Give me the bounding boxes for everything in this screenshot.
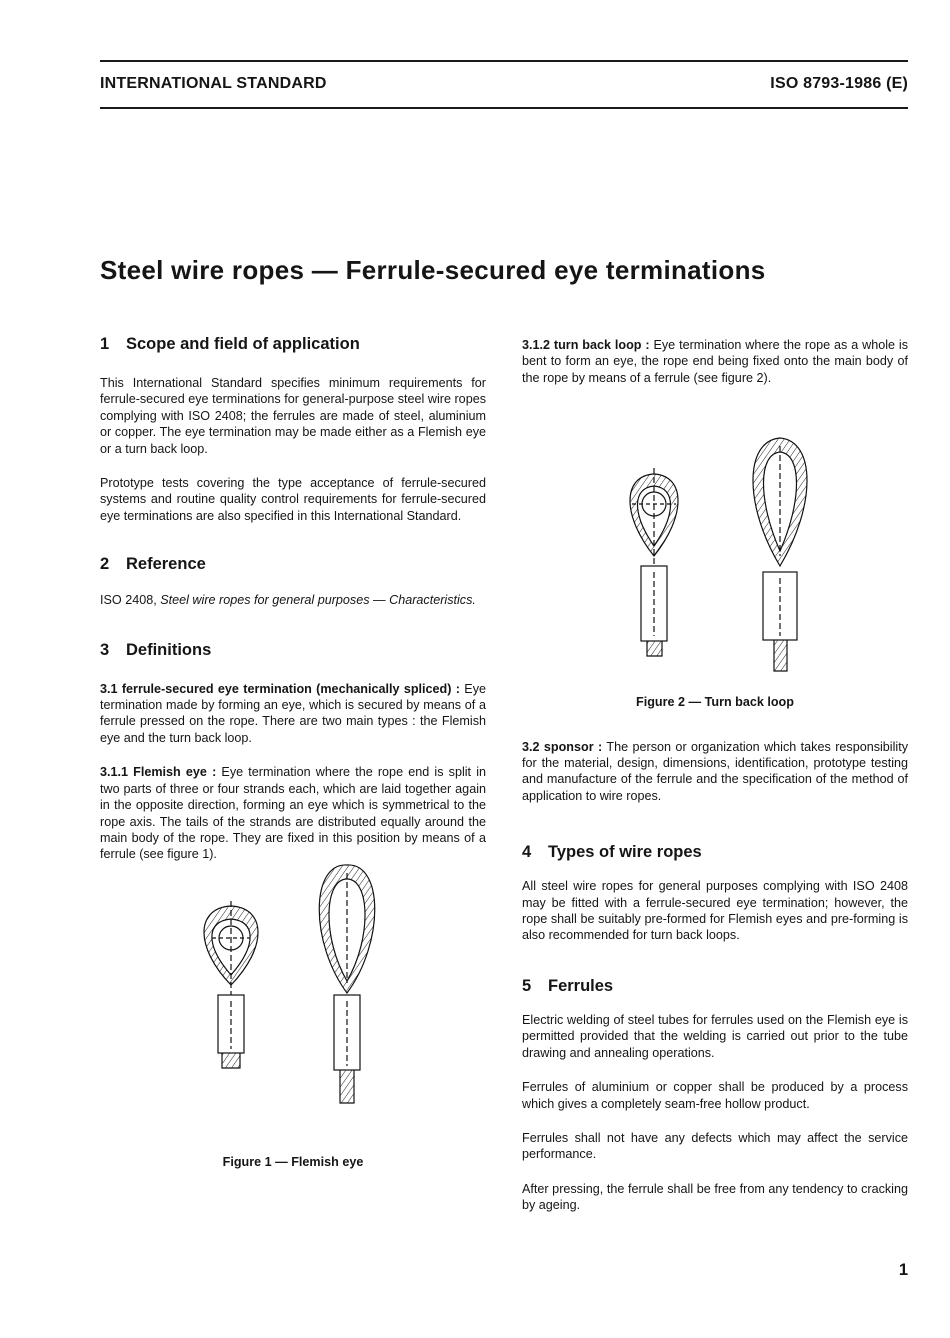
definition-term: 3.1 ferrule-secured eye termination (mechanically spliced) : bbox=[100, 681, 460, 696]
page-number: 1 bbox=[898, 1261, 908, 1279]
section-5-para-2: Ferrules of aluminium or copper shall be produced by a process which gives a completely seam-free hollow product. bbox=[522, 1080, 908, 1111]
header-bottom-rule bbox=[100, 107, 908, 109]
right-column bbox=[522, 337, 908, 1214]
document-title: Steel wire ropes — Ferrule-secured eye terminations bbox=[100, 255, 766, 285]
reference-code: ISO 2408, bbox=[100, 593, 157, 608]
definition-text: Eye termination where the rope as a whole is bent to form an eye, the rope end being fixed onto the main body of the rope by means of a ferrule (see figure 2). bbox=[522, 338, 908, 385]
section-4-para-1: All steel wire ropes for general purposes complying with ISO 2408 may be fitted with a ferrule-secured eye termination; however, the rope shall be suitably pre-formed for Flemish eyes and pre-forming is also recommended for turn back loops. bbox=[522, 879, 908, 943]
section-number: 3 bbox=[100, 640, 110, 659]
definition-3-1-1 bbox=[100, 764, 486, 862]
flemish-eye-plain bbox=[319, 865, 375, 1103]
section-number: 4 bbox=[522, 843, 532, 862]
section-5-heading bbox=[522, 976, 908, 996]
definition-3-1 bbox=[100, 681, 486, 747]
left-column bbox=[100, 334, 486, 1170]
definition-term: 3.1.2 turn back loop : bbox=[522, 338, 650, 352]
reference-title: Steel wire ropes for general purposes — Characteristics. bbox=[160, 593, 476, 608]
section-title: Types of wire ropes bbox=[548, 843, 702, 862]
section-title: Ferrules bbox=[548, 976, 614, 995]
header-document-number: ISO 8793-1986 (E) bbox=[770, 75, 908, 92]
reference-entry bbox=[100, 592, 486, 608]
section-4-heading bbox=[522, 842, 908, 862]
section-title: Scope and field of application bbox=[126, 335, 360, 353]
section-5-para-1: Electric welding of steel tubes for ferrules used on the Flemish eye is permitted provided that the welding is carried out prior to the tube drawing and annealing operations. bbox=[522, 1012, 908, 1060]
section-1-para-1: This International Standard specifies minimum requirements for ferrule-secured eye terminations for general-purpose steel wire ropes complying with ISO 2408; the ferrules are made of steel, aluminium or copper. The eye termination may be made either as a Flemish eye or a turn back loop. bbox=[100, 376, 486, 456]
definition-3-1-2 bbox=[522, 337, 908, 386]
section-number: 5 bbox=[522, 976, 532, 995]
section-5-para-4: After pressing, the ferrule shall be free from any tendency to cracking by ageing. bbox=[522, 1181, 908, 1213]
definition-term: 3.2 sponsor : bbox=[522, 739, 603, 754]
definition-text: Eye termination made by forming an eye, which is secured by means of a ferrule pressed on the rope. There are two main types : the Flemish eye and the turn back loop. bbox=[100, 681, 487, 745]
definition-text: The person or organization which takes responsibility for the material, design, dimensions, identification, prototype testing and manufacture of the ferrule and the specification of the method of application to wire ropes. bbox=[522, 739, 908, 803]
header-standard-label: INTERNATIONAL STANDARD bbox=[100, 75, 327, 92]
section-1-para-2: Prototype tests covering the type acceptance of ferrule-secured systems and routine quality control requirements for ferrule-secured eye terminations are also specified in this International Standard. bbox=[100, 476, 486, 523]
section-title: Reference bbox=[126, 555, 206, 574]
section-1-heading bbox=[100, 334, 486, 354]
section-3-heading bbox=[100, 640, 486, 660]
header-top-rule bbox=[100, 60, 908, 62]
section-5-para-3: Ferrules shall not have any defects which may affect the service performance. bbox=[522, 1130, 908, 1162]
figure-2 bbox=[522, 386, 908, 710]
section-number: 2 bbox=[100, 555, 110, 574]
figure-1-drawing bbox=[100, 863, 486, 1168]
figure-1 bbox=[100, 863, 486, 1170]
definition-term: 3.1.1 Flemish eye : bbox=[100, 765, 217, 780]
figure-1-caption: Figure 1 — Flemish eye bbox=[222, 1154, 364, 1169]
figure-2-drawing bbox=[522, 386, 908, 676]
section-number: 1 bbox=[100, 335, 110, 353]
section-title: Definitions bbox=[126, 640, 212, 659]
turn-back-loop-with-thimble bbox=[630, 468, 678, 656]
turn-back-loop-plain bbox=[753, 438, 807, 671]
definition-text: Eye termination where the rope end is split in two parts of three or four strands each, which are laid together again in the opposite direction, forming an eye which is symmetrical to the rope axis. The tails of the strands are distributed equally around the main body of the rope. They are fixed in this position by means of a ferrule (see figure 1). bbox=[100, 765, 486, 862]
definition-3-2 bbox=[522, 739, 908, 805]
section-2-heading bbox=[100, 554, 486, 574]
flemish-eye-with-thimble bbox=[204, 901, 258, 1068]
figure-2-caption: Figure 2 — Turn back loop bbox=[636, 695, 794, 710]
